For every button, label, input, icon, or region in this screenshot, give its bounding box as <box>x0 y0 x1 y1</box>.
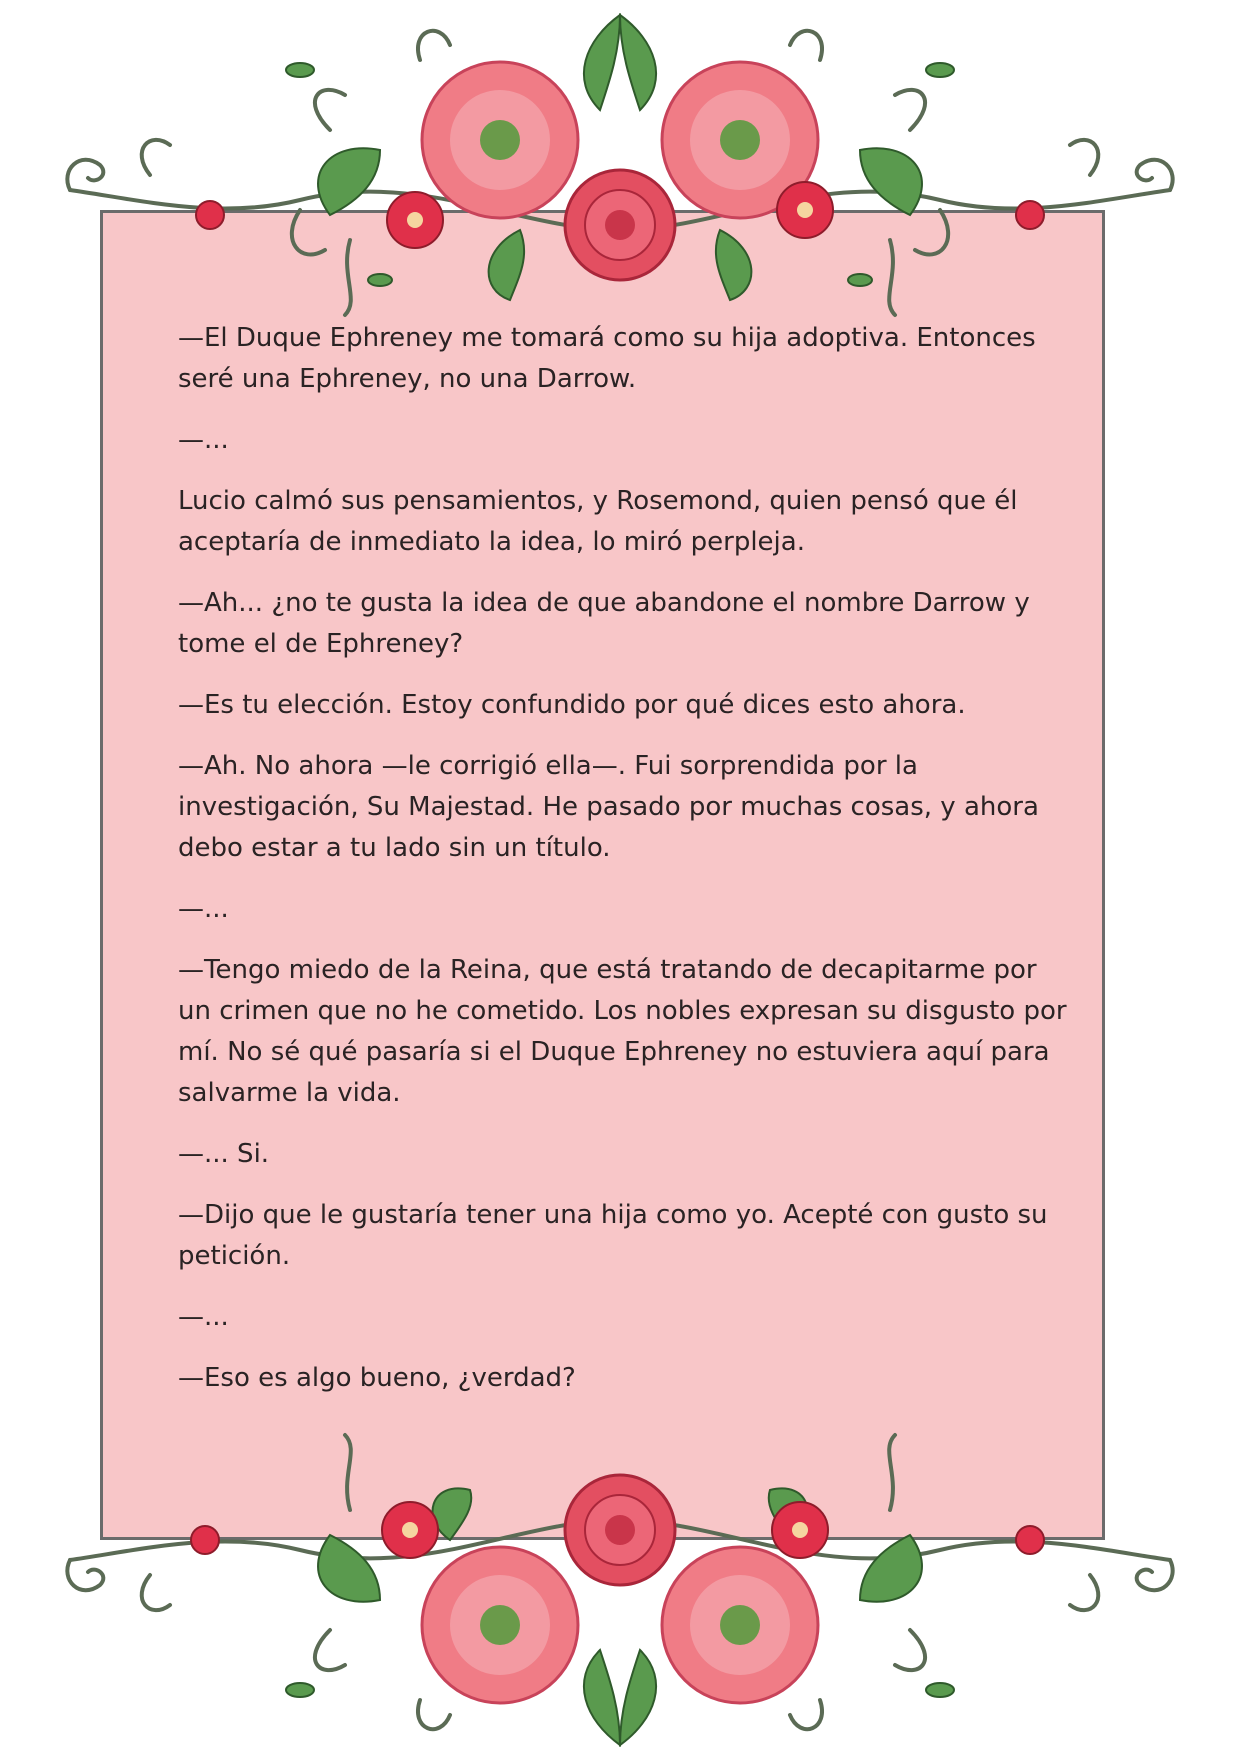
paragraph: —Ah... ¿no te gusta la idea de que abandone el nombre Darrow y tome el de Ephreney? <box>178 588 1030 659</box>
paragraph: —... Si. <box>178 1139 270 1169</box>
bottom-center-rose <box>565 1475 675 1585</box>
top-center-rose <box>565 170 675 280</box>
paragraph: —Tengo miedo de la Reina, que está tratando de decapitarme por un crimen que no he cometido. Los nobles expresan su disgusto por mí. No sé qué pasaría si el Duque Ephreney no estuviera aquí para salvarme la vida. <box>178 955 1067 1108</box>
paragraph: —... <box>178 894 229 924</box>
top-floral-ornament <box>0 0 1240 330</box>
paragraph: —... <box>178 1302 229 1332</box>
bottom-floral-ornament <box>0 1420 1240 1754</box>
paragraph: —... <box>178 425 229 455</box>
paragraph: —El Duque Ephreney me tomará como su hija adoptiva. Entonces seré una Ephreney, no una Darrow. <box>178 323 1036 394</box>
paragraph: —Eso es algo bueno, ¿verdad? <box>178 1363 576 1393</box>
paragraph: —Dijo que le gustaría tener una hija como yo. Acepté con gusto su petición. <box>178 1200 1048 1271</box>
paragraph: Lucio calmó sus pensamientos, y Rosemond, quien pensó que él aceptaría de inmediato la idea, lo miró perpleja. <box>178 486 1018 557</box>
paragraph: —Ah. No ahora —le corrigió ella—. Fui sorprendida por la investigación, Su Majestad. He pasado por muchas cosas, y ahora debo estar a tu lado sin un título. <box>178 751 1039 863</box>
paragraph: —Es tu elección. Estoy confundido por qué dices esto ahora. <box>178 690 966 720</box>
story-text <box>178 318 1068 1419</box>
